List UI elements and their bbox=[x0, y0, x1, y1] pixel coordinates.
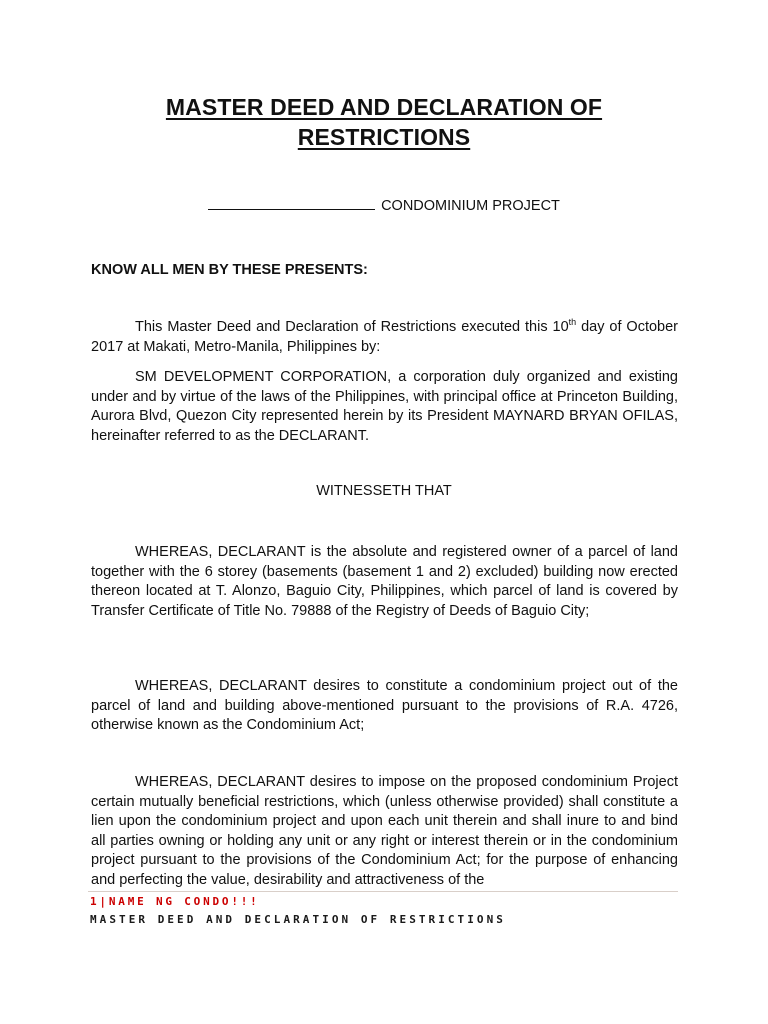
footer-document-title: MASTER DEED AND DECLARATION OF RESTRICTIONS bbox=[90, 913, 506, 926]
whereas-paragraph-2: WHEREAS, DECLARANT desires to constitute a condominium project out of the parcel of land and building above-mentioned pursuant to the provisions of R.A. 4726, otherwise known as the Condominium Act; bbox=[91, 678, 678, 734]
footer-divider bbox=[88, 891, 678, 892]
project-name-blank bbox=[208, 196, 375, 210]
declarant-paragraph: SM DEVELOPMENT CORPORATION, a corporation duly organized and existing under and by virtue of the laws of the Philippines, with principal office at Princeton Building, Aurora Blvd, Quezon City represented herein by its President MAYNARD BRYAN OFILAS, hereinafter referred to as the DECLARANT. bbox=[91, 369, 678, 444]
footer-page-label: 1|NAME NG CONDO!!! bbox=[90, 895, 260, 908]
title-line-1: MASTER DEED AND DECLARATION OF bbox=[165, 94, 603, 120]
know-all-heading: KNOW ALL MEN BY THESE PRESENTS: bbox=[91, 262, 368, 278]
project-label: CONDOMINIUM PROJECT bbox=[381, 198, 560, 214]
intro-part-1: This Master Deed and Declaration of Restrictions executed this 10 bbox=[135, 319, 569, 335]
intro-part-2: day of October 2017 at Makati, Metro-Manila, Philippines by: bbox=[91, 319, 678, 355]
intro-superscript: th bbox=[568, 317, 577, 328]
intro-paragraph bbox=[91, 318, 678, 357]
whereas-paragraph-3: WHEREAS, DECLARANT desires to impose on the proposed condominium Project certain mutually beneficial restrictions, which (unless otherwise provided) shall constitute a lien upon the condominium project and upon each unit therein and shall inure to and bind all parties owning or holding any unit or any right or interest therein or in the condominium project pursuant to the provisions of the Condominium Act; for the purpose of enhancing and perfecting the value, desirability and attractiveness of the bbox=[91, 774, 678, 888]
witnesseth-heading: WITNESSETH THAT bbox=[316, 483, 452, 499]
title-line-2: RESTRICTIONS bbox=[297, 124, 471, 150]
document-title bbox=[90, 92, 678, 152]
whereas-paragraph-1: WHEREAS, DECLARANT is the absolute and registered owner of a parcel of land together with the 6 storey (basements (basement 1 and 2) excluded) building now erected thereon located at T. Alonzo, Baguio City, Philippines, which parcel of land is covered by Transfer Certificate of Title No. 79888 of the Registry of Deeds of Baguio City; bbox=[91, 544, 678, 619]
project-name-line bbox=[90, 196, 678, 215]
